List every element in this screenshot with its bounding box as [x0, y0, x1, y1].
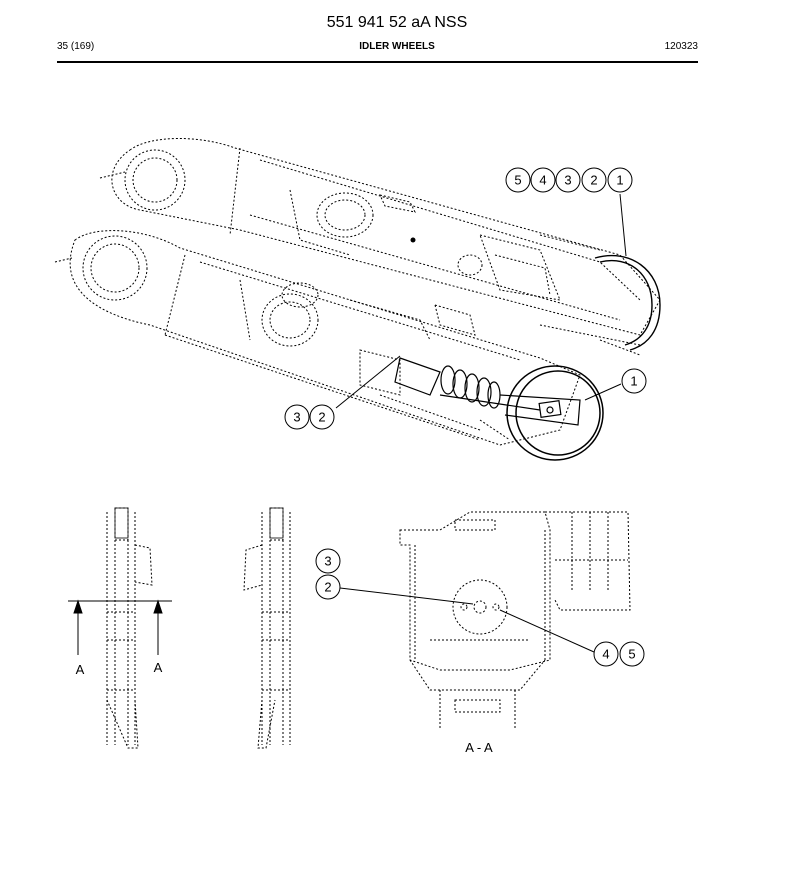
side-view-middle-solid	[115, 508, 283, 538]
leader-lines-section	[340, 588, 594, 652]
section-mark-right: A	[153, 660, 163, 675]
leader-lines-iso	[336, 194, 626, 408]
callout-top-group	[506, 168, 632, 192]
callout-4-section: 4	[602, 646, 610, 662]
callout-1: 1	[616, 172, 624, 188]
front-idler-wheel	[507, 366, 603, 460]
side-view-middle	[244, 508, 290, 748]
callout-3-spring: 3	[293, 409, 301, 425]
callout-2: 2	[590, 172, 598, 188]
section-title: IDLER WHEELS	[359, 41, 435, 52]
callout-section-group	[594, 642, 644, 666]
callout-spring-group	[285, 405, 334, 429]
document-number: 551 941 52 aA NSS	[326, 14, 468, 31]
section-marks	[68, 601, 172, 655]
callout-5: 5	[514, 172, 522, 188]
callout-2-spring: 2	[318, 409, 326, 425]
page-number: 35 (169)	[57, 41, 95, 52]
callout-front-wheel	[622, 369, 646, 393]
section-view-caption: A - A	[465, 740, 493, 755]
upper-idler-wheel	[595, 256, 660, 350]
section-view	[400, 512, 630, 730]
section-mark-left: A	[75, 662, 85, 677]
callout-5-section: 5	[628, 646, 636, 662]
side-view-left	[107, 508, 152, 748]
date-code: 120323	[664, 41, 698, 52]
tensioner-spring	[395, 358, 580, 425]
callout-4: 4	[539, 172, 547, 188]
bolt-mark	[411, 238, 416, 243]
callout-section-3	[316, 549, 340, 573]
callout-3: 3	[564, 172, 572, 188]
callout-3-section: 3	[324, 553, 332, 569]
callout-2-section: 2	[324, 579, 332, 595]
callout-section-2	[316, 575, 340, 599]
callout-1-front: 1	[630, 373, 638, 389]
